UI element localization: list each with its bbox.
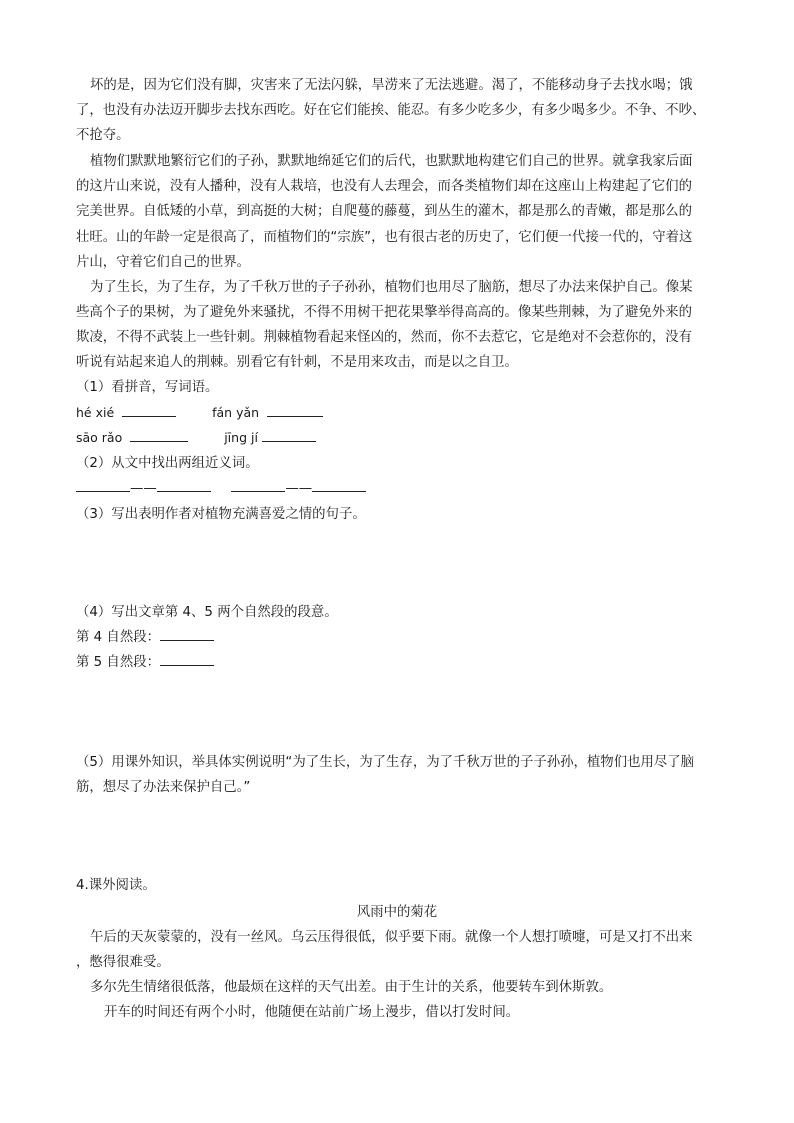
question-5-line: 筋，想尽了办法来保护自己。” <box>76 780 251 795</box>
question-5-line: （5）用课外知识，举具体实例说明“为了生长，为了生存，为了千秋万世的子子孙孙，植物们也用尽了脑 <box>76 755 695 770</box>
paragraph-5-label: 第 5 自然段： <box>76 655 160 670</box>
answer-blank[interactable] <box>262 429 316 442</box>
passage-line: 片山，守着它们自己的世界。 <box>76 255 251 270</box>
answer-blank[interactable] <box>267 404 323 417</box>
answer-blank[interactable] <box>130 429 188 442</box>
answer-blank[interactable] <box>157 479 211 492</box>
paragraph-4-label: 第 4 自然段： <box>76 630 160 645</box>
passage-line: 植物们默默地繁衍它们的子孙，默默地绵延它们的后代，也默默地构建它们自己的世界。就拿我家后面 <box>90 154 693 169</box>
story-line: ，憋得很难受。 <box>76 955 170 970</box>
pinyin-item: sāo rǎo <box>76 430 123 445</box>
passage-line: 了，也没有办法迈开脚步去找东西吃。好在它们能挨、能忍。有多少吃多少，有多少喝多少。不争、不吵、 <box>76 103 706 118</box>
passage-line: 听说有站起来追人的荆棘。别看它有针刺，不是用来攻击，而是以之自卫。 <box>76 355 518 370</box>
passage-line: 不抢夺。 <box>76 128 130 143</box>
answer-blank[interactable] <box>231 479 285 492</box>
answer-blank[interactable] <box>160 653 214 666</box>
story-line: 开车的时间还有两个小时，他随便在站前广场上漫步，借以打发时间。 <box>104 1005 520 1020</box>
story-line: 多尔先生情绪很低落，他最烦在这样的天气出差。由于生计的关系，他要转车到休斯敦。 <box>90 980 613 995</box>
answer-blank[interactable] <box>76 479 130 492</box>
dash: —— <box>285 481 313 496</box>
question-4-label: （4）写出文章第 4、5 两个自然段的段意。 <box>76 605 338 620</box>
passage-line: 完美世界。自低矮的小草，到高挺的大树；自爬蔓的藤蔓，到丛生的灌木，都是那么的青嫩，都是那么的 <box>76 204 692 219</box>
pinyin-row-1 <box>76 401 726 425</box>
section-4-heading: 4.课外阅读。 <box>76 878 156 893</box>
dash: —— <box>130 481 157 496</box>
pinyin-row-2 <box>76 426 726 450</box>
question-1-label: （1）看拼音，写词语。 <box>76 380 219 395</box>
pinyin-item: fán yǎn <box>212 405 260 420</box>
paragraph-4-answer <box>76 626 726 650</box>
question-2-label: （2）从文中找出两组近义词。 <box>76 456 259 471</box>
story-line: 午后的天灰蒙蒙的，没有一丝风。乌云压得很低，似乎要下雨。就像一个人想打喷嚏，可是又打不出来 <box>90 930 693 945</box>
passage-line: 些高个子的果树，为了避免外来骚扰，不得不用树干把花果擎举得高高的。像某些荆棘，为了避免外来的 <box>76 305 692 320</box>
passage-line: 的这片山来说，没有人播种，没有人栽培，也没有人去理会，而各类植物们却在这座山上构建起了它们的 <box>76 179 692 194</box>
passage-line: 壮旺。山的年龄一定是很高了，而植物们的“宗族”，也有很古老的历史了，它们便一代接一代的，守着这 <box>76 230 693 245</box>
question-3-label: （3）写出表明作者对植物充满喜爱之情的句子。 <box>76 507 366 522</box>
answer-blank[interactable] <box>122 404 176 417</box>
passage-line: 为了生长，为了生存，为了千秋万世的子子孙孙，植物们也用尽了脑筋，想尽了办法来保护自己。像某 <box>90 280 693 295</box>
pinyin-item: hé xié <box>76 405 115 420</box>
synonym-blanks <box>76 477 726 501</box>
passage-line: 欺凌，不得不武装上一些针刺。荆棘植物看起来怪凶的，然而，你不去惹它，它是绝对不会惹你的，没有 <box>76 330 692 345</box>
answer-blank[interactable] <box>312 479 366 492</box>
passage-line: 坏的是，因为它们没有脚，灾害来了无法闪躲，旱涝来了无法逃避。渴了，不能移动身子去找水喝；饿 <box>90 78 693 93</box>
story-title: 风雨中的菊花 <box>356 905 438 920</box>
pinyin-item: jīng jí <box>224 430 258 445</box>
paragraph-5-answer <box>76 651 726 675</box>
answer-blank[interactable] <box>160 628 214 641</box>
